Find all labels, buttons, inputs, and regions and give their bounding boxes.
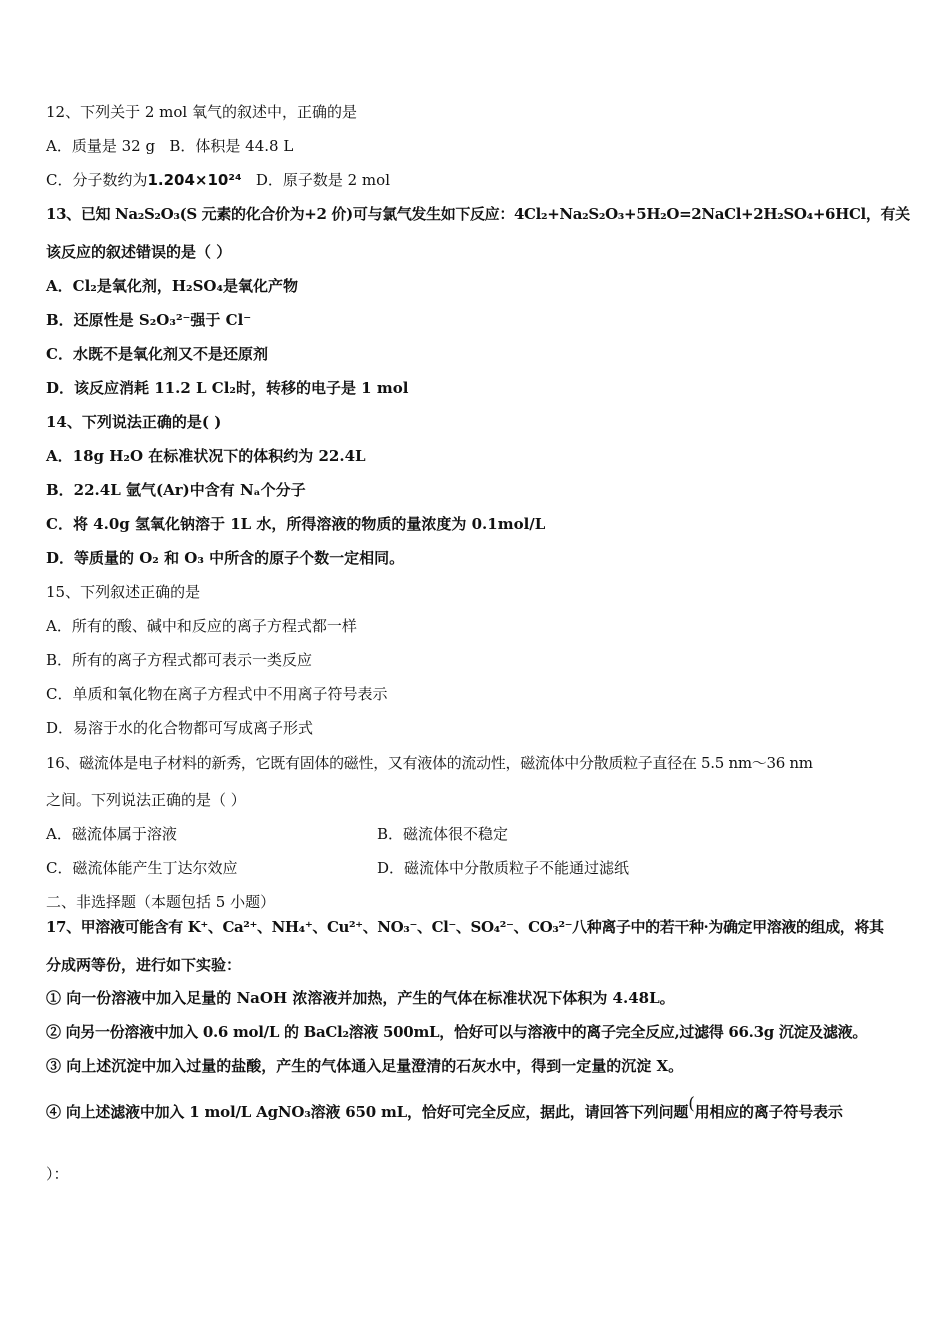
- q17-step3: ③ 向上述沉淀中加入过量的盐酸，产生的气体通入足量澄清的石灰水中，得到一定量的沉淀 X。: [46, 1057, 684, 1075]
- q12-option-c-value: 1.204×10²⁴: [147, 171, 242, 189]
- q17-step1: ① 向一份溶液中加入足量的 NaOH 浓溶液并加热，产生的气体在标准状况下体积为 4.48L。: [46, 989, 675, 1007]
- q14-option-a[interactable]: A．18g H₂O 在标准状况下的体积约为 22.4L: [46, 447, 366, 465]
- q13-option-b[interactable]: B．还原性是 S₂O₃²⁻强于 Cl⁻: [46, 311, 252, 329]
- q16-options-cd: [46, 858, 906, 878]
- q17-stem-line1: 17、甲溶液可能含有 K⁺、Ca²⁺、NH₄⁺、Cu²⁺、NO₃⁻、Cl⁻、SO₄²⁻、CO₃²⁻八种离子中的若干种·为确定甲溶液的组成，将其: [46, 918, 884, 936]
- section-heading: 二、非选择题（本题包括 5 小题）: [46, 893, 276, 911]
- q13-option-a[interactable]: A．Cl₂是氧化剂，H₂SO₄是氧化产物: [46, 277, 299, 295]
- q17-stem-line2: 分成两等份，进行如下实验：: [46, 956, 242, 974]
- q15-option-c[interactable]: C．单质和氧化物在离子方程式中不用离子符号表示: [46, 685, 388, 703]
- q15-option-a[interactable]: A．所有的酸、碱中和反应的离子方程式都一样: [46, 617, 357, 635]
- q13-option-d[interactable]: D．该反应消耗 11.2 L Cl₂时，转移的电子是 1 mol: [46, 379, 409, 397]
- q13-option-c[interactable]: C．水既不是氧化剂又不是还原剂: [46, 345, 268, 363]
- q16-stem-line1: 16、磁流体是电子材料的新秀，它既有固体的磁性，又有液体的流动性，磁流体中分散质粒子直径在 5.5 nm～36 nm: [46, 754, 813, 772]
- q12-option-d[interactable]: D．原子数是 2 mol: [255, 171, 390, 189]
- q17-step4-paren: (: [688, 1094, 695, 1114]
- q17-step4-tail: 用相应的离子符号表示: [694, 1103, 843, 1121]
- q16-options-ab: [46, 824, 906, 844]
- q12-options-ab: [46, 136, 293, 156]
- q12-stem: 12、下列关于 2 mol 氧气的叙述中，正确的是: [46, 103, 357, 121]
- q17-step4-main: ④ 向上述滤液中加入 1 mol/L AgNO₃溶液 650 mL，恰好可完全反应，据此，请回答下列问题: [46, 1103, 689, 1121]
- q15-stem: 15、下列叙述正确的是: [46, 583, 201, 601]
- q14-option-b[interactable]: B．22.4L 氩气(Ar)中含有 Nₐ个分子: [46, 481, 306, 499]
- q14-option-d[interactable]: D．等质量的 O₂ 和 O₃ 中所含的原子个数一定相同。: [46, 549, 405, 567]
- q15-option-b[interactable]: B．所有的离子方程式都可表示一类反应: [46, 651, 313, 669]
- q12-option-a[interactable]: A．质量是 32 g: [46, 137, 156, 155]
- q16-option-d[interactable]: D．磁流体中分散质粒子不能通过滤纸: [377, 859, 630, 877]
- q12-option-b[interactable]: B．体积是 44.8 L: [169, 137, 294, 155]
- q17-step2: ② 向另一份溶液中加入 0.6 mol/L 的 BaCl₂溶液 500mL，恰好可以与溶液中的离子完全反应,过滤得 66.3g 沉淀及滤液。: [46, 1023, 868, 1041]
- q13-stem-line1: 13、已知 Na₂S₂O₃(S 元素的化合价为+2 价)可与氯气发生如下反应：4Cl₂+Na₂S₂O₃+5H₂O=2NaCl+2H₂SO₄+6HCl，有关: [46, 205, 910, 223]
- q17-step4-close: ）：: [46, 1165, 69, 1183]
- q16-stem-line2: 之间。下列说法正确的是（ ）: [46, 791, 246, 809]
- q16-option-a[interactable]: A．磁流体属于溶液: [46, 825, 177, 843]
- q17-step4: [46, 1094, 843, 1122]
- q13-stem-line2: 该反应的叙述错误的是（ ）: [46, 243, 232, 261]
- q15-option-d[interactable]: D．易溶于水的化合物都可写成离子形式: [46, 719, 314, 737]
- q14-option-c[interactable]: C．将 4.0g 氢氧化钠溶于 1L 水，所得溶液的物质的量浓度为 0.1mol/L: [46, 515, 546, 533]
- q12-option-c[interactable]: C．分子数约为1.204×10²⁴: [46, 171, 242, 189]
- q14-stem: 14、下列说法正确的是( ): [46, 413, 222, 431]
- q16-option-b[interactable]: B．磁流体很不稳定: [377, 825, 509, 843]
- q12-options-cd: [46, 170, 390, 190]
- q16-option-c[interactable]: C．磁流体能产生丁达尔效应: [46, 859, 238, 877]
